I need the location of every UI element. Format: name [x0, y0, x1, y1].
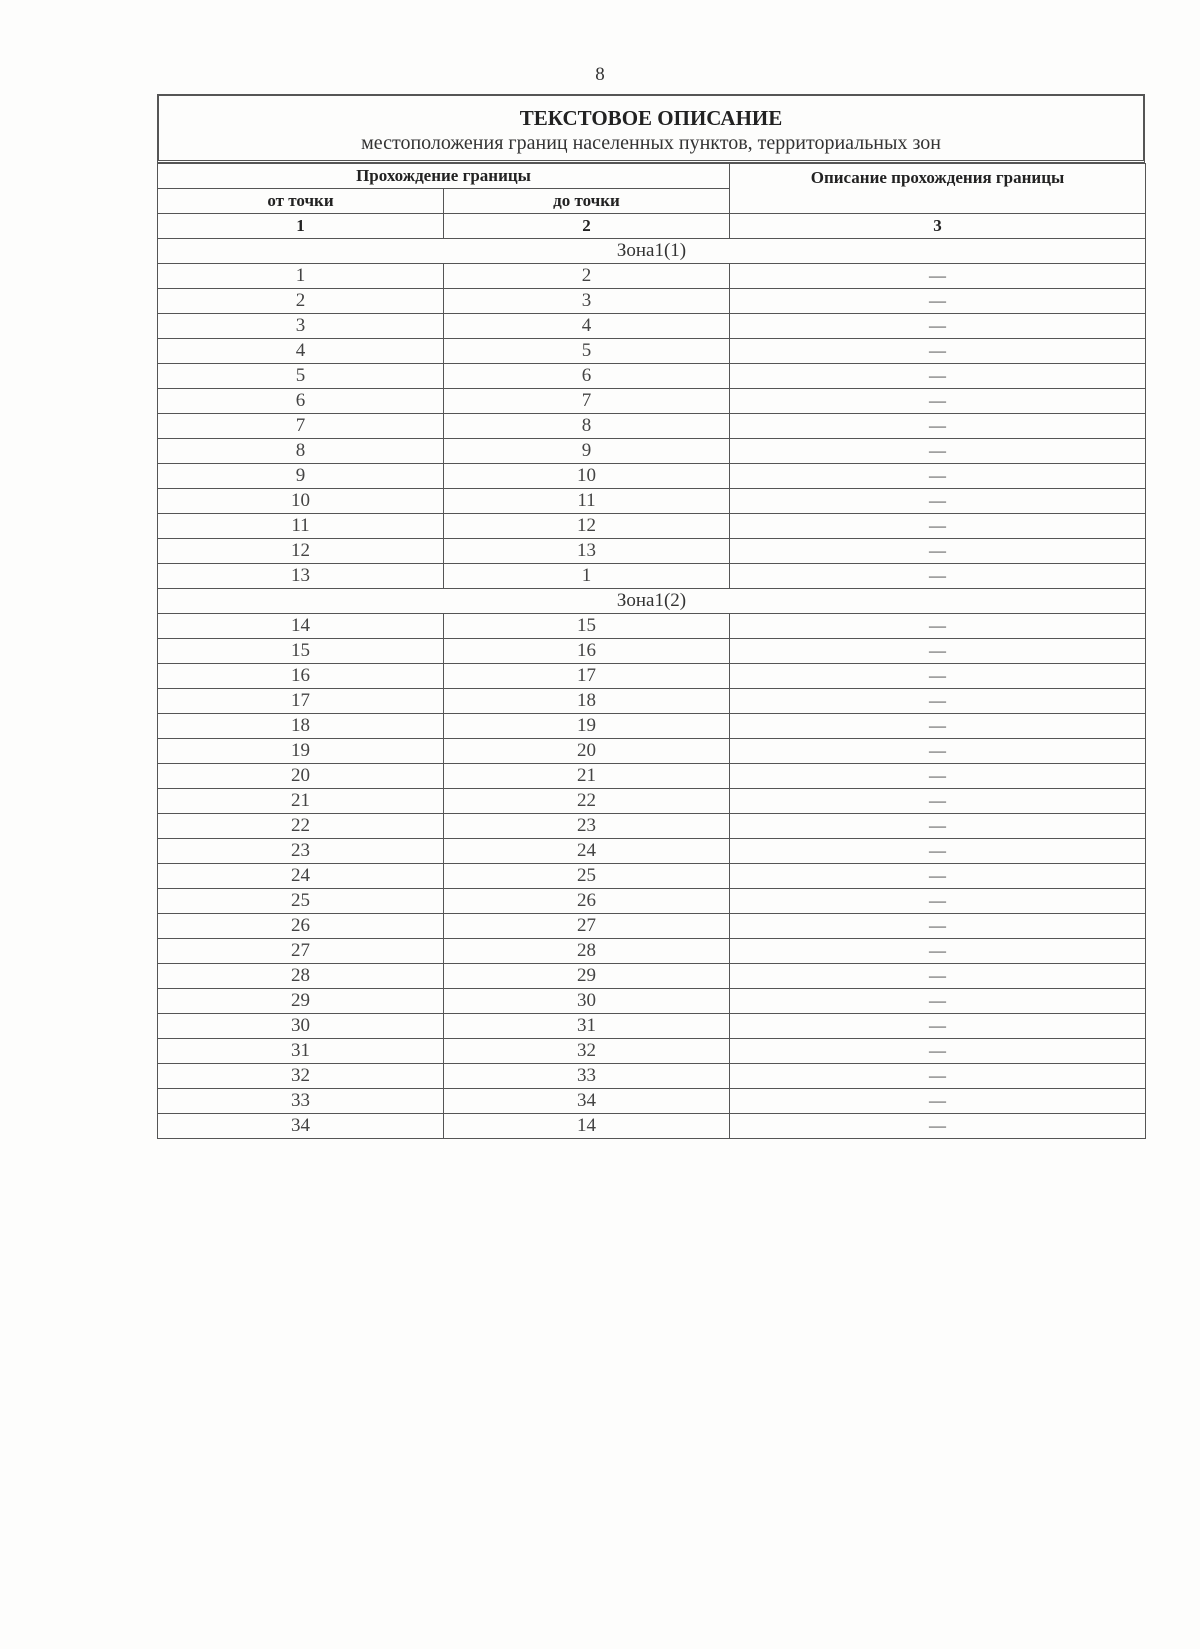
- description-cell: —: [730, 514, 1146, 539]
- from-point-cell: 18: [158, 714, 444, 739]
- to-point-cell: 32: [444, 1039, 730, 1064]
- description-cell: —: [730, 864, 1146, 889]
- from-point-cell: 31: [158, 1039, 444, 1064]
- description-cell: —: [730, 764, 1146, 789]
- from-point-cell: 15: [158, 639, 444, 664]
- table-row: [158, 789, 1146, 814]
- from-point-cell: 25: [158, 889, 444, 914]
- from-point-cell: 28: [158, 964, 444, 989]
- from-point-cell: 12: [158, 539, 444, 564]
- zone-header-row: [158, 589, 1146, 614]
- table-row: [158, 364, 1146, 389]
- description-cell: —: [730, 964, 1146, 989]
- description-cell: —: [730, 789, 1146, 814]
- description-cell: —: [730, 264, 1146, 289]
- to-point-cell: 14: [444, 1114, 730, 1139]
- table-row: [158, 264, 1146, 289]
- to-point-cell: 26: [444, 889, 730, 914]
- from-point-cell: 32: [158, 1064, 444, 1089]
- to-point-cell: 27: [444, 914, 730, 939]
- from-point-cell: 34: [158, 1114, 444, 1139]
- document-title: ТЕКСТОВОЕ ОПИСАНИЕ: [519, 106, 783, 130]
- table-row: [158, 964, 1146, 989]
- table-row: [158, 889, 1146, 914]
- description-cell: —: [730, 1039, 1146, 1064]
- description-cell: —: [730, 814, 1146, 839]
- boundary-description-document: [157, 94, 1145, 1139]
- header-row-1: [158, 164, 1146, 189]
- table-row: [158, 564, 1146, 589]
- from-point-cell: 14: [158, 614, 444, 639]
- from-point-cell: 17: [158, 689, 444, 714]
- description-cell: —: [730, 889, 1146, 914]
- description-cell: —: [730, 939, 1146, 964]
- to-point-cell: 10: [444, 464, 730, 489]
- from-point-cell: 6: [158, 389, 444, 414]
- to-point-cell: 5: [444, 339, 730, 364]
- to-point-cell: 18: [444, 689, 730, 714]
- to-point-cell: 30: [444, 989, 730, 1014]
- to-point-cell: 16: [444, 639, 730, 664]
- from-point-cell: 26: [158, 914, 444, 939]
- table-row: [158, 1039, 1146, 1064]
- to-point-cell: 8: [444, 414, 730, 439]
- description-cell: —: [730, 489, 1146, 514]
- from-point-cell: 13: [158, 564, 444, 589]
- table-row: [158, 764, 1146, 789]
- from-point-header: от точки: [158, 189, 444, 214]
- table-row: [158, 1014, 1146, 1039]
- table-row: [158, 389, 1146, 414]
- from-point-cell: 8: [158, 439, 444, 464]
- to-point-cell: 17: [444, 664, 730, 689]
- from-point-cell: 19: [158, 739, 444, 764]
- description-cell: —: [730, 389, 1146, 414]
- from-point-cell: 23: [158, 839, 444, 864]
- table-row: [158, 339, 1146, 364]
- to-point-cell: 3: [444, 289, 730, 314]
- table-row: [158, 414, 1146, 439]
- table-row: [158, 864, 1146, 889]
- to-point-cell: 21: [444, 764, 730, 789]
- table-row: [158, 639, 1146, 664]
- from-point-cell: 3: [158, 314, 444, 339]
- table-row: [158, 714, 1146, 739]
- table-row: [158, 1064, 1146, 1089]
- description-cell: —: [730, 639, 1146, 664]
- table-row: [158, 614, 1146, 639]
- to-point-cell: 25: [444, 864, 730, 889]
- table-row: [158, 739, 1146, 764]
- table-row: [158, 1114, 1146, 1139]
- zone-header-row: [158, 239, 1146, 264]
- to-point-cell: 19: [444, 714, 730, 739]
- from-point-cell: 30: [158, 1014, 444, 1039]
- table-row: [158, 289, 1146, 314]
- table-row: [158, 939, 1146, 964]
- to-point-cell: 11: [444, 489, 730, 514]
- from-point-cell: 20: [158, 764, 444, 789]
- description-cell: —: [730, 664, 1146, 689]
- description-cell: —: [730, 989, 1146, 1014]
- description-cell: —: [730, 614, 1146, 639]
- description-cell: —: [730, 339, 1146, 364]
- from-point-cell: 29: [158, 989, 444, 1014]
- to-point-cell: 34: [444, 1089, 730, 1114]
- description-cell: —: [730, 914, 1146, 939]
- description-cell: —: [730, 439, 1146, 464]
- from-point-cell: 10: [158, 489, 444, 514]
- table-row: [158, 1089, 1146, 1114]
- table-row: [158, 989, 1146, 1014]
- column-number: 1: [158, 214, 444, 239]
- table-row: [158, 839, 1146, 864]
- to-point-cell: 33: [444, 1064, 730, 1089]
- from-point-cell: 2: [158, 289, 444, 314]
- from-point-cell: 24: [158, 864, 444, 889]
- zone-name: Зона1(2): [158, 589, 1146, 614]
- table-row: [158, 664, 1146, 689]
- description-cell: —: [730, 1014, 1146, 1039]
- table-row: [158, 464, 1146, 489]
- table-row: [158, 914, 1146, 939]
- table-row: [158, 439, 1146, 464]
- table-row: [158, 689, 1146, 714]
- column-number-row: [158, 214, 1146, 239]
- zone-name: Зона1(1): [158, 239, 1146, 264]
- description-cell: —: [730, 414, 1146, 439]
- description-cell: —: [730, 364, 1146, 389]
- to-point-cell: 29: [444, 964, 730, 989]
- to-point-cell: 6: [444, 364, 730, 389]
- boundary-table: [157, 163, 1146, 1139]
- boundary-table-body: [158, 164, 1146, 1139]
- column-number: 3: [730, 214, 1146, 239]
- to-point-cell: 15: [444, 614, 730, 639]
- to-point-cell: 23: [444, 814, 730, 839]
- description-cell: —: [730, 1089, 1146, 1114]
- to-point-cell: 7: [444, 389, 730, 414]
- table-row: [158, 539, 1146, 564]
- description-cell: —: [730, 289, 1146, 314]
- to-point-cell: 4: [444, 314, 730, 339]
- from-point-cell: 27: [158, 939, 444, 964]
- passage-header: Прохождение границы: [158, 164, 730, 189]
- from-point-cell: 22: [158, 814, 444, 839]
- description-cell: —: [730, 464, 1146, 489]
- from-point-cell: 21: [158, 789, 444, 814]
- to-point-cell: 22: [444, 789, 730, 814]
- description-cell: —: [730, 539, 1146, 564]
- description-cell: —: [730, 564, 1146, 589]
- to-point-cell: 2: [444, 264, 730, 289]
- from-point-cell: 1: [158, 264, 444, 289]
- description-cell: —: [730, 689, 1146, 714]
- to-point-cell: 12: [444, 514, 730, 539]
- description-cell: —: [730, 839, 1146, 864]
- table-row: [158, 314, 1146, 339]
- document-subtitle: местоположения границ населенных пунктов, территориальных зон: [361, 132, 941, 154]
- to-point-cell: 9: [444, 439, 730, 464]
- to-point-header: до точки: [444, 189, 730, 214]
- column-number: 2: [444, 214, 730, 239]
- from-point-cell: 4: [158, 339, 444, 364]
- to-point-cell: 13: [444, 539, 730, 564]
- from-point-cell: 33: [158, 1089, 444, 1114]
- description-cell: —: [730, 1114, 1146, 1139]
- title-box: [157, 94, 1145, 163]
- from-point-cell: 9: [158, 464, 444, 489]
- to-point-cell: 1: [444, 564, 730, 589]
- from-point-cell: 16: [158, 664, 444, 689]
- description-cell: —: [730, 739, 1146, 764]
- from-point-cell: 11: [158, 514, 444, 539]
- description-header: Описание прохождения границы: [730, 164, 1146, 214]
- description-cell: —: [730, 1064, 1146, 1089]
- table-row: [158, 489, 1146, 514]
- description-cell: —: [730, 714, 1146, 739]
- to-point-cell: 28: [444, 939, 730, 964]
- to-point-cell: 24: [444, 839, 730, 864]
- from-point-cell: 5: [158, 364, 444, 389]
- description-cell: —: [730, 314, 1146, 339]
- page-number: 8: [595, 64, 605, 85]
- to-point-cell: 20: [444, 739, 730, 764]
- to-point-cell: 31: [444, 1014, 730, 1039]
- table-row: [158, 814, 1146, 839]
- from-point-cell: 7: [158, 414, 444, 439]
- table-row: [158, 514, 1146, 539]
